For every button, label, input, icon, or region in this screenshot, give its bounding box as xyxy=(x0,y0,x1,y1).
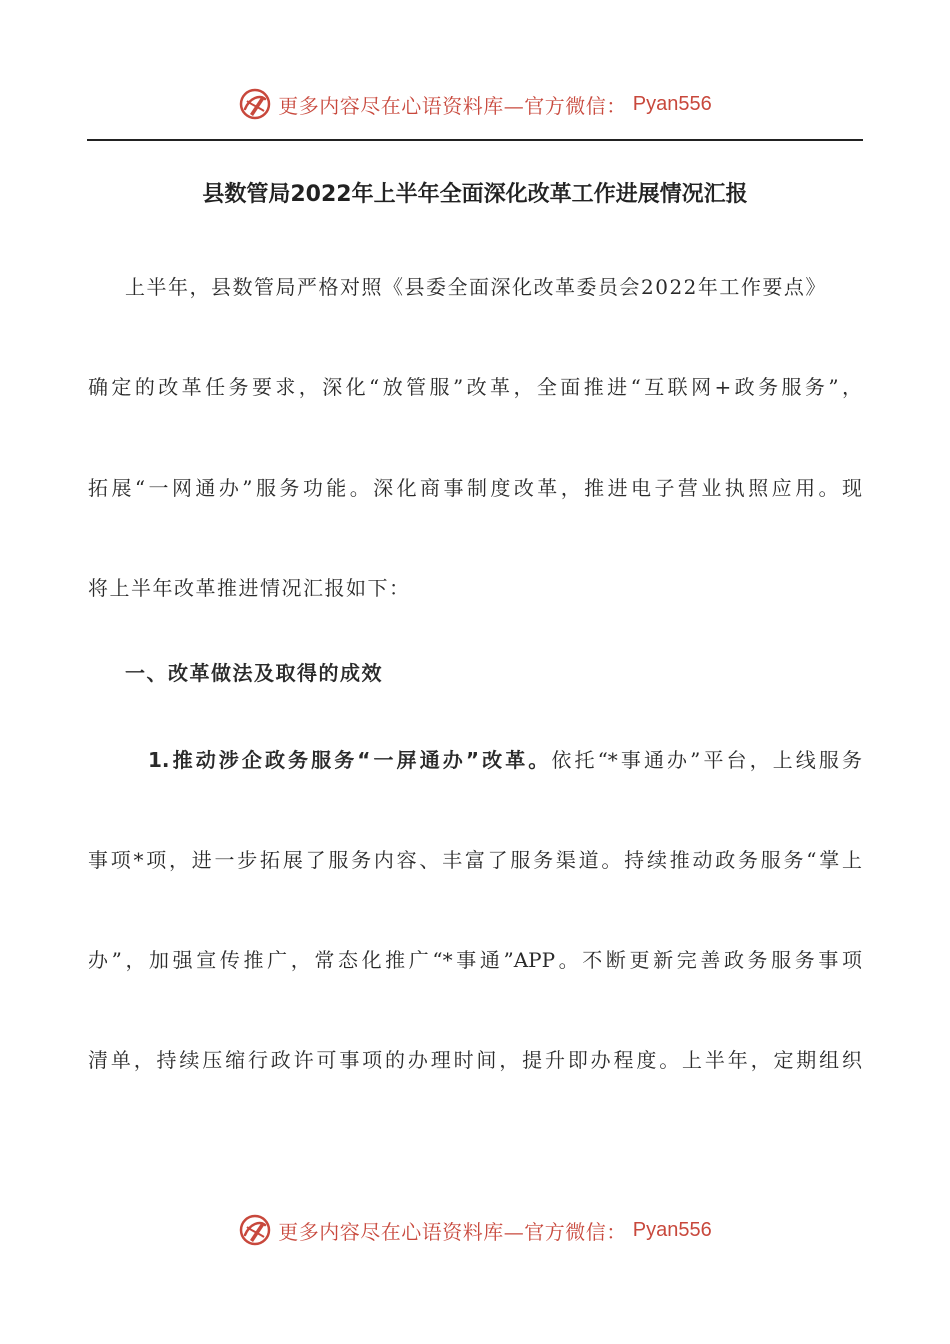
item-1-lead: 1.推动涉企政务服务“一屏通办”改革。 xyxy=(148,748,552,772)
paragraph-line: 将上半年改革推进情况汇报如下： xyxy=(88,576,411,600)
paragraph-line: 上半年，县数管局严格对照《县委全面深化改革委员会2022年工作要点》 xyxy=(125,275,827,299)
watermark-wechat-id: Pyan556 xyxy=(632,1218,712,1241)
watermark-wechat-id: Pyan556 xyxy=(632,92,712,115)
pen-swirl-logo-icon xyxy=(238,1213,272,1247)
watermark-text: 更多内容尽在心语资料库—官方微信： xyxy=(278,93,627,118)
pen-swirl-logo-icon xyxy=(238,87,272,121)
item-1-first-line xyxy=(148,745,862,775)
header-rule xyxy=(87,139,863,141)
paragraph-line: 事项*项，进一步拓展了服务内容、丰富了服务渠道。持续推动政务服务“掌上 xyxy=(88,848,862,872)
paragraph-line: 拓展“一网通办”服务功能。深化商事制度改革，推进电子营业执照应用。现 xyxy=(88,476,862,500)
document-title: 县数管局2022年上半年全面深化改革工作进展情况汇报 xyxy=(202,182,748,207)
watermark-text: 更多内容尽在心语资料库—官方微信： xyxy=(278,1219,627,1244)
paragraph-line: 清单，持续压缩行政许可事项的办理时间，提升即办程度。上半年，定期组织 xyxy=(88,1048,862,1072)
item-1-first-line-rest: 依托“*事通办”平台，上线服务 xyxy=(551,748,862,772)
watermark-banner-bottom xyxy=(0,1208,950,1252)
watermark-banner-top xyxy=(0,82,950,126)
paragraph-line: 确定的改革任务要求，深化“放管服”改革，全面推进“互联网+政务服务”， xyxy=(88,375,862,399)
section-heading: 一、改革做法及取得的成效 xyxy=(125,661,383,685)
paragraph-line: 办”，加强宣传推广，常态化推广“*事通”APP。不断更新完善政务服务事项 xyxy=(88,948,862,972)
